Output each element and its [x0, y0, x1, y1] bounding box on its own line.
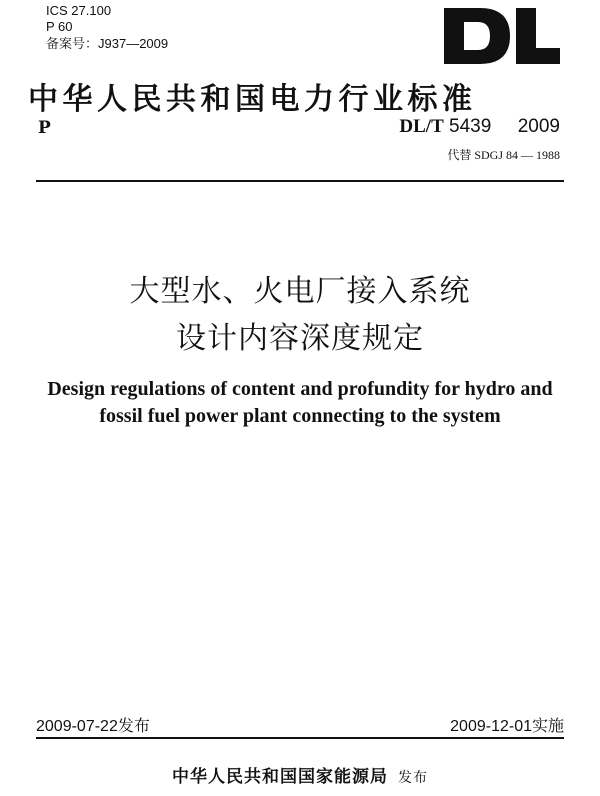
- title-en-line-1: Design regulations of content and profundity for hydro and: [47, 378, 553, 400]
- top-divider: [36, 180, 564, 182]
- publisher-name: 中华人民共和国国家能源局: [172, 767, 388, 787]
- replaces-note: 代替 SDGJ 84 — 1988: [447, 148, 560, 162]
- issue-date: 2009-07-22发布: [36, 718, 150, 735]
- standard-prefix: DL/T: [399, 116, 444, 137]
- dl-logo: [440, 4, 562, 68]
- title-cn-line-2: 设计内容深度规定: [176, 321, 424, 356]
- org-title: 中华人民共和国电力行业标准: [28, 82, 477, 117]
- publisher-suffix: 发布: [398, 770, 428, 786]
- record-number: 备案号：J937—2009: [46, 36, 169, 51]
- publisher: [0, 762, 600, 787]
- standard-number: [399, 116, 560, 138]
- implementation-date: 2009-12-01实施: [450, 718, 564, 735]
- ics-code: ICS 27.100: [46, 3, 112, 18]
- standard-year: 2009: [517, 116, 560, 137]
- bottom-divider: [36, 737, 564, 739]
- title-en-line-2: fossil fuel power plant connecting to the system: [99, 405, 501, 427]
- standard-code: 5439: [449, 116, 492, 137]
- category-letter: P: [38, 118, 51, 138]
- ccs-code: P 60: [46, 19, 73, 34]
- title-cn-line-1: 大型水、火电厂接入系统: [129, 274, 471, 309]
